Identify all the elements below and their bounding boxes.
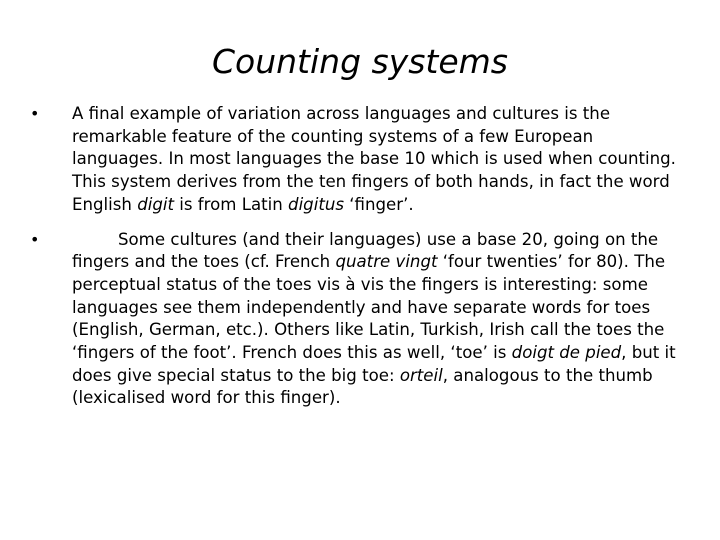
italic-term: quatre vingt: [335, 252, 438, 272]
italic-term: digitus: [288, 194, 344, 214]
text-segment: is from Latin: [174, 194, 289, 214]
text-segment: , but it does give special status to the big toe:: [72, 343, 676, 385]
bullet-item: [30, 229, 688, 411]
bullet-item: [30, 103, 688, 217]
text-segment: ‘four twenties’ for 80). The perceptual status of the toes vis à vis the fingers is interesting: some languages see them independently and have separate words for toes (English, German, etc.). Others like Latin, Turkish, Irish call the toes the ‘fingers of the foot’. French does this as well, ‘toe’ is: [72, 252, 666, 363]
slide-title: Counting systems: [211, 42, 509, 81]
text-segment: Some cultures (and their languages) use a base 20, going on the fingers and the toes (cf. French: [72, 229, 659, 272]
text-segment: , analogous to the thumb (lexicalised word for this finger).: [72, 365, 653, 408]
bullet-dot: •: [30, 229, 40, 249]
italic-term: digit: [137, 194, 174, 214]
text-segment: A final example of variation across languages and cultures is the remarkable feature of the counting systems of a few European languages. In most languages the base 10 which is used when counting. This system derives from the ten fingers of both hands, in fact the word English: [72, 104, 676, 214]
italic-term: orteil: [399, 365, 443, 385]
italic-term: doigt de pied: [511, 343, 622, 363]
bullet-list: [30, 103, 688, 422]
bullet-dot: •: [30, 104, 40, 123]
text-segment: ‘finger’.: [344, 194, 414, 214]
